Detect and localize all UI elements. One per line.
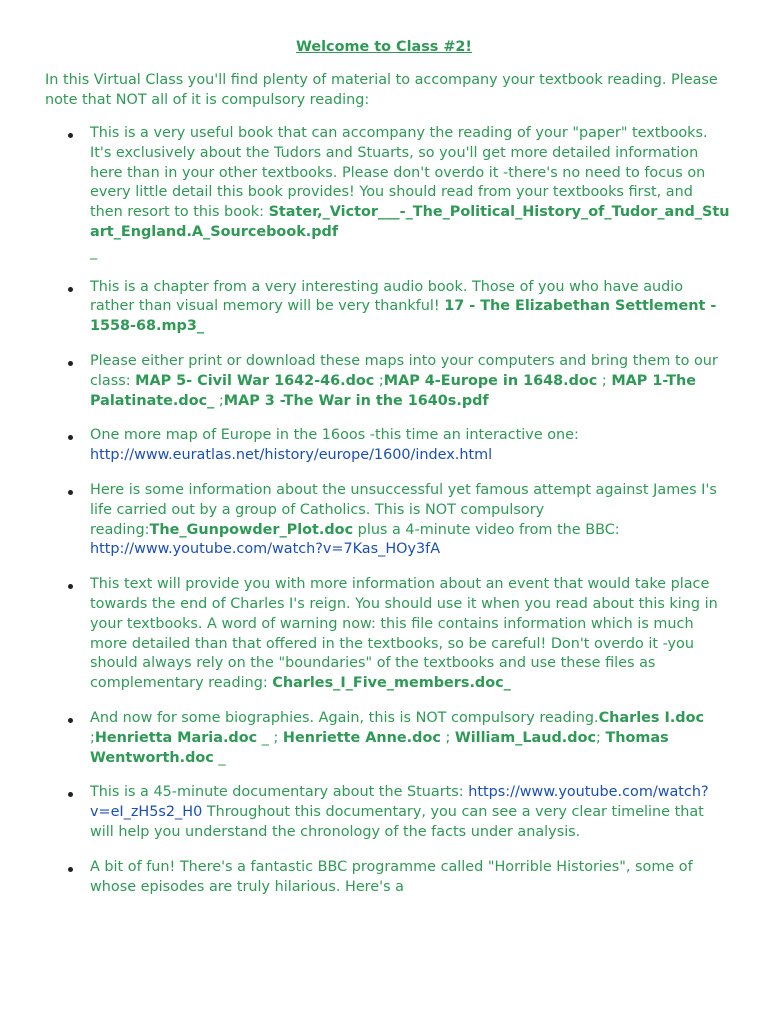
bullet-icon bbox=[68, 718, 73, 723]
five-members-file-link[interactable]: Charles_I_Five_members.doc_ bbox=[272, 675, 511, 692]
laud-file-link[interactable]: William_Laud.doc bbox=[454, 729, 596, 746]
map5-file-link[interactable]: MAP 5- Civil War 1642-46.doc bbox=[135, 372, 375, 389]
bullet-icon bbox=[68, 490, 73, 495]
separator: ; bbox=[90, 729, 95, 746]
gunpowder-file-link[interactable]: The_Gunpowder_Plot.doc bbox=[149, 521, 354, 538]
map3-file-link[interactable]: MAP 3 -The War in the 1640s.pdf bbox=[223, 392, 489, 409]
map4-file-link[interactable]: MAP 4-Europe in 1648.doc bbox=[383, 372, 598, 389]
separator: ; bbox=[597, 372, 612, 389]
item-text: This is a 45-minute documentary about the Stuarts: bbox=[90, 784, 469, 801]
euratlas-link[interactable]: http://www.euratlas.net/history/europe/1600/index.html bbox=[90, 447, 493, 464]
bullet-icon bbox=[68, 287, 73, 292]
list-item-audiobook bbox=[0, 278, 730, 337]
item-text: This is a very useful book that can accompany the reading of your "paper" textbooks. It's exclusively about the Tudors and Stuarts, so you'll get more detailed information here than in your other textbooks. Please don't overdo it -there's no need to focus on every little detail this book provides! You should read from your textbooks first, and then resort to this book: bbox=[90, 125, 708, 221]
list-item-sourcebook bbox=[0, 124, 730, 263]
bullet-icon bbox=[68, 584, 73, 589]
sourcebook-file-link[interactable]: Stater,_Victor___-_The_Political_History_of_Tudor_and_Stuart_England.A_Sourcebook.pdf bbox=[90, 204, 730, 240]
item-text: plus a 4-minute video from the BBC: bbox=[353, 521, 620, 538]
map1-file-link[interactable]: MAP 1-The Palatinate.doc_ bbox=[90, 372, 697, 409]
bullet-icon bbox=[68, 361, 73, 366]
item-text: One more map of Europe in the 16oos -this time an interactive one: bbox=[90, 427, 579, 444]
bullet-icon bbox=[68, 867, 73, 872]
list-item-interactive-map bbox=[0, 426, 730, 466]
item-text: And now for some biographies. Again, this is NOT compulsory reading. bbox=[90, 709, 599, 726]
list-item-five-members bbox=[0, 575, 730, 694]
henrietta-maria-file-link[interactable]: Henrietta Maria.doc bbox=[94, 729, 258, 746]
item-text: This text will provide you with more information about an event that would take place towards the end of Charles I's reign. You should use it when you read about this king in your textbooks. A word of warning now: this file contains information which is much more detailed than that offered in the textbooks, so be careful! Don't overdo it -you should always rely on the "boundaries" of the textbooks and use these files as complementary reading: bbox=[90, 576, 718, 692]
intro-paragraph: In this Virtual Class you'll find plenty of material to accompany your textbook reading. Please note that NOT all of it is compulsory reading: bbox=[45, 72, 718, 108]
item-text: A bit of fun! There's a fantastic BBC programme called "Horrible Histories", some of whose episodes are truly hilarious. Here's a bbox=[90, 858, 693, 895]
item-text: Throughout this documentary, you can see a very clear timeline that will help you understand the chronology of the facts under analysis. bbox=[90, 804, 704, 840]
page-title: Welcome to Class #2! bbox=[296, 39, 472, 55]
item-tail: _ bbox=[90, 243, 98, 260]
documentary-link[interactable]: https://www.youtube.com/watch?v=eI_zH5s2_H0 bbox=[90, 784, 709, 821]
item-text: Here is some information about the unsuccessful yet famous attempt against James I's life carried out by a group of Catholics. This is NOT compulsory reading: bbox=[90, 481, 717, 538]
bullet-icon bbox=[68, 792, 73, 797]
item-text: This is a chapter from a very interesting audio book. Those of you who have audio rather than visual memory will be very thankful! bbox=[90, 278, 684, 315]
resource-list bbox=[0, 124, 768, 912]
henriette-anne-file-link[interactable]: Henriette Anne.doc bbox=[282, 729, 441, 746]
list-item-biographies bbox=[0, 709, 730, 768]
bbc-video-link[interactable]: http://www.youtube.com/watch?v=7Kas_HOy3fA bbox=[90, 541, 441, 558]
list-item-documentary bbox=[0, 783, 730, 842]
separator: ; bbox=[214, 392, 224, 409]
charles-file-link[interactable]: Charles I.doc bbox=[598, 709, 704, 726]
bullet-icon bbox=[68, 435, 73, 440]
separator: _ ; bbox=[257, 729, 283, 746]
wentworth-file-link[interactable]: Thomas Wentworth.doc bbox=[90, 729, 669, 766]
separator: ; bbox=[440, 729, 455, 746]
list-item-horrible-histories bbox=[0, 858, 730, 898]
list-item-gunpowder-plot bbox=[0, 481, 730, 560]
separator: ; bbox=[596, 729, 606, 746]
item-tail: _ bbox=[213, 749, 226, 766]
separator: ; bbox=[374, 372, 384, 389]
audio-file-link[interactable]: 17 - The Elizabethan Settlement - 1558-68.mp3_ bbox=[90, 298, 717, 335]
item-text: Please either print or download these maps into your computers and bring them to our class: bbox=[90, 352, 718, 389]
list-item-maps bbox=[0, 352, 730, 411]
bullet-icon bbox=[68, 133, 73, 138]
